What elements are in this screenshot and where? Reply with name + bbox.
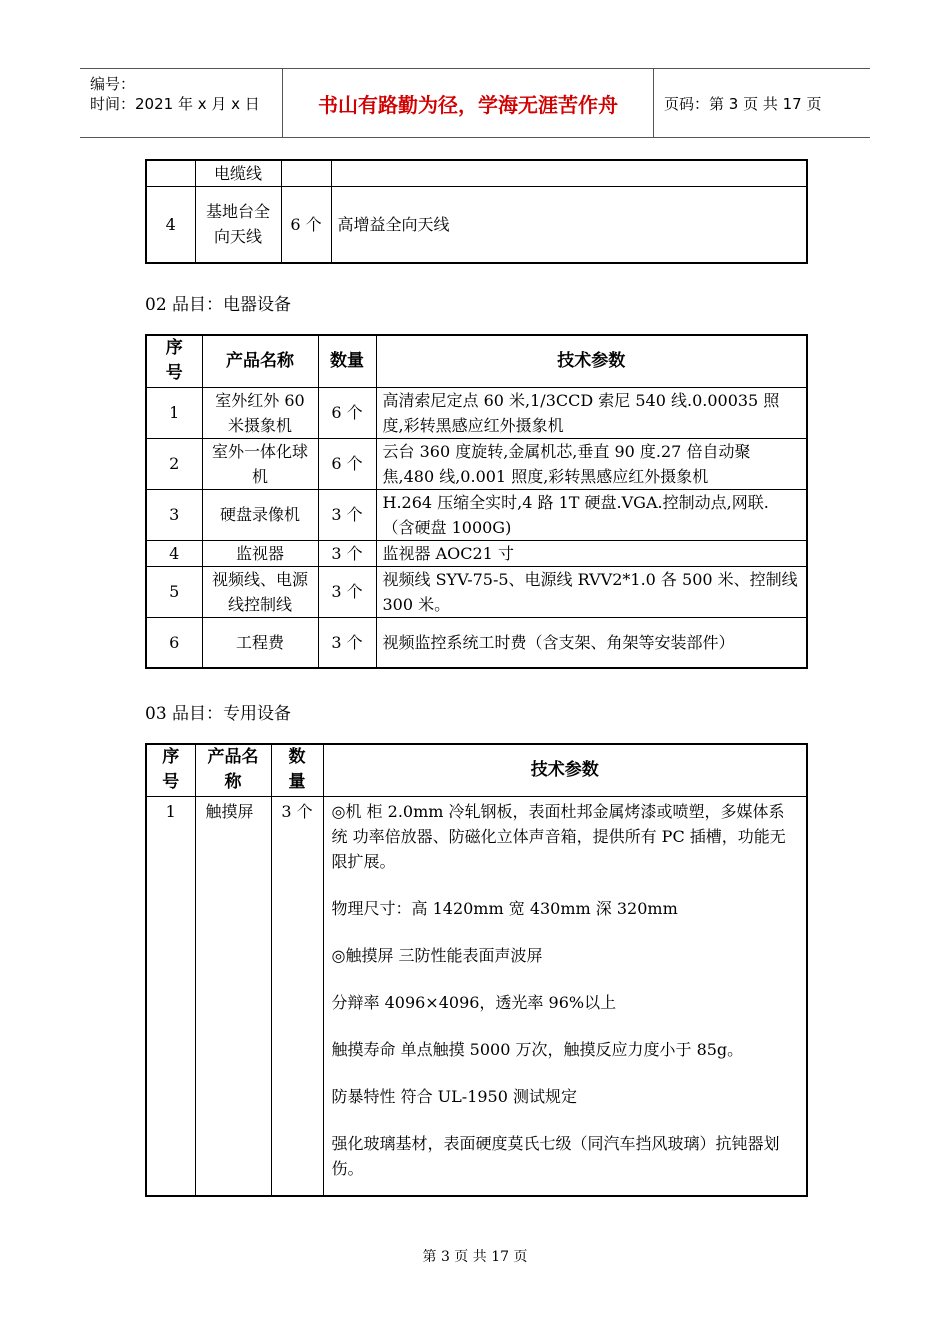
cell-name: 视频线、电源线控制线 <box>202 566 318 617</box>
table-row <box>146 438 807 489</box>
cell-no: 1 <box>146 387 202 438</box>
cell-no: 4 <box>146 187 195 263</box>
cell-no: 3 <box>146 489 202 540</box>
cell-spec: 监视器 AOC21 寸 <box>376 540 807 566</box>
table-row <box>146 160 807 187</box>
time-label: 时间：2021 年 x 月 x 日 <box>90 95 260 113</box>
spec-paragraph: 防暴特性 符合 UL-1950 测试规定 <box>331 1086 577 1106</box>
page-header <box>80 68 870 138</box>
cell-qty: 3 个 <box>318 489 376 540</box>
spec-paragraph: 分辩率 4096×4096，透光率 96%以上 <box>331 992 617 1012</box>
cell-spec: 视频监控系统工时费（含支架、角架等安装部件） <box>376 617 807 668</box>
cell-qty: 3 个 <box>318 617 376 668</box>
table-electrical <box>145 334 808 669</box>
cell-spec: H.264 压缩全实时,4 路 1T 硬盘.VGA.控制动点,网联.（含硬盘 1000G) <box>376 489 807 540</box>
cell-name: 硬盘录像机 <box>202 489 318 540</box>
cell-name: 电缆线 <box>195 160 281 187</box>
spec-paragraph: ◎触摸屏 三防性能表面声波屏 <box>331 945 543 965</box>
cell-no: 2 <box>146 438 202 489</box>
spec-paragraph: ◎机 柜 2.0mm 冷轧钢板，表面杜邦金属烤漆或喷塑，多媒体系统 功率倍放器、防磁化立体声音箱，提供所有 PC 插槽，功能无限扩展。 <box>331 801 786 871</box>
cell-no: 1 <box>146 796 195 1196</box>
cell-qty: 3 个 <box>318 540 376 566</box>
cell-name: 室外一体化球机 <box>202 438 318 489</box>
table-continuation <box>145 159 808 264</box>
cell-no: 6 <box>146 617 202 668</box>
header-left <box>80 69 283 137</box>
table-row <box>146 566 807 617</box>
section-title: 02 品目：电器设备 <box>145 295 292 315</box>
header-qty: 数量 <box>271 744 323 796</box>
cell-qty <box>281 160 331 187</box>
header-name: 产品名称 <box>195 744 271 796</box>
table-row <box>146 540 807 566</box>
cell-qty: 6 个 <box>281 187 331 263</box>
table-row <box>146 387 807 438</box>
header-qty: 数量 <box>318 335 376 387</box>
cell-name: 室外红外 60 米摄象机 <box>202 387 318 438</box>
cell-spec <box>323 796 807 1196</box>
table-header-row <box>146 744 807 796</box>
cell-spec: 视频线 SYV-75-5、电源线 RVV2*1.0 各 500 米、控制线 300 米。 <box>376 566 807 617</box>
cell-name: 监视器 <box>202 540 318 566</box>
table-header-row <box>146 335 807 387</box>
header-spec: 技术参数 <box>376 335 807 387</box>
cell-spec: 高清索尼定点 60 米,1/3CCD 索尼 540 线.0.00035 照度,彩转黑感应红外摄象机 <box>376 387 807 438</box>
cell-spec: 高增益全向天线 <box>331 187 807 263</box>
cell-no: 4 <box>146 540 202 566</box>
header-page-info: 页码：第 3 页 共 17 页 <box>664 94 822 113</box>
spec-paragraph: 物理尺寸：高 1420mm 宽 430mm 深 320mm <box>331 898 678 918</box>
table-row <box>146 796 807 1196</box>
header-spec: 技术参数 <box>323 744 807 796</box>
cell-spec: 云台 360 度旋转,金属机芯,垂直 90 度.27 倍自动聚焦,480 线,0.001 照度,彩转黑感应红外摄象机 <box>376 438 807 489</box>
section-title: 03 品目：专用设备 <box>145 704 292 724</box>
cell-no: 5 <box>146 566 202 617</box>
table-row <box>146 617 807 668</box>
cell-qty: 3 个 <box>318 566 376 617</box>
header-no: 序号 <box>146 744 195 796</box>
table-row <box>146 187 807 263</box>
header-no: 序号 <box>146 335 202 387</box>
table-row <box>146 489 807 540</box>
header-motto: 书山有路勤为径，学海无涯苦作舟 <box>283 69 654 137</box>
header-name: 产品名称 <box>202 335 318 387</box>
cell-name: 工程费 <box>202 617 318 668</box>
page-footer: 第 3 页 共 17 页 <box>422 1249 528 1265</box>
cell-qty: 6 个 <box>318 438 376 489</box>
spec-paragraph: 强化玻璃基材，表面硬度莫氏七级（同汽车挡风玻璃）抗钝器划伤。 <box>331 1133 780 1178</box>
cell-name: 触摸屏 <box>195 796 271 1196</box>
serial-label: 编号： <box>90 75 136 93</box>
cell-no <box>146 160 195 187</box>
table-special <box>145 743 808 1197</box>
cell-qty: 6 个 <box>318 387 376 438</box>
cell-qty: 3 个 <box>271 796 323 1196</box>
spec-paragraph: 触摸寿命 单点触摸 5000 万次，触摸反应力度小于 85g。 <box>331 1039 744 1059</box>
cell-spec <box>331 160 807 187</box>
cell-name: 基地台全向天线 <box>195 187 281 263</box>
